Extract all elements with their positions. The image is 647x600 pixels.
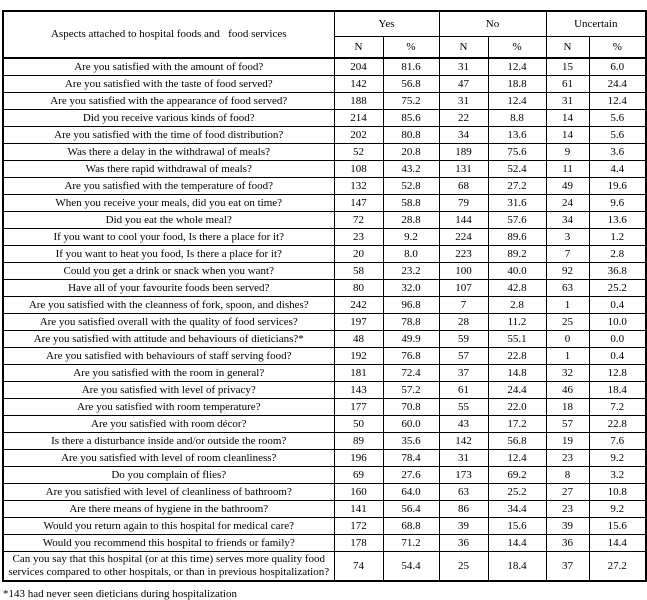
question-cell: Would you recommend this hospital to friends or family? <box>3 535 334 552</box>
yes-pct-cell: 23.2 <box>383 263 439 280</box>
uncertain-pct-cell: 0.4 <box>589 348 646 365</box>
uncertain-n-cell: 23 <box>546 450 589 467</box>
table-row <box>3 552 646 582</box>
yes-n-cell: 202 <box>334 127 383 144</box>
uncertain-n-cell: 14 <box>546 127 589 144</box>
question-cell: Did you receive various kinds of food? <box>3 110 334 127</box>
aspects-column-header: Aspects attached to hospital foods and food services <box>3 11 334 58</box>
no-n-cell: 61 <box>439 382 488 399</box>
no-n-cell: 47 <box>439 76 488 93</box>
no-pct-header: % <box>488 37 546 59</box>
yes-pct-cell: 49.9 <box>383 331 439 348</box>
no-pct-cell: 42.8 <box>488 280 546 297</box>
yes-n-cell: 74 <box>334 552 383 582</box>
uncertain-n-cell: 46 <box>546 382 589 399</box>
no-pct-cell: 89.6 <box>488 229 546 246</box>
no-pct-cell: 18.4 <box>488 552 546 582</box>
uncertain-pct-cell: 12.4 <box>589 93 646 110</box>
uncertain-n-cell: 14 <box>546 110 589 127</box>
question-cell: Are you satisfied with the temperature of food? <box>3 178 334 195</box>
no-n-cell: 31 <box>439 58 488 76</box>
uncertain-pct-cell: 10.0 <box>589 314 646 331</box>
uncertain-pct-cell: 9.2 <box>589 501 646 518</box>
question-cell: Are you satisfied with level of privacy? <box>3 382 334 399</box>
no-n-cell: 22 <box>439 110 488 127</box>
no-pct-cell: 25.2 <box>488 484 546 501</box>
no-n-cell: 59 <box>439 331 488 348</box>
no-n-cell: 189 <box>439 144 488 161</box>
table-row <box>3 416 646 433</box>
no-group-header: No <box>439 11 546 37</box>
uncertain-n-cell: 25 <box>546 314 589 331</box>
no-n-cell: 144 <box>439 212 488 229</box>
question-cell: Are you satisfied with the amount of food? <box>3 58 334 76</box>
no-n-cell: 34 <box>439 127 488 144</box>
no-pct-cell: 8.8 <box>488 110 546 127</box>
no-n-cell: 79 <box>439 195 488 212</box>
uncertain-pct-cell: 36.8 <box>589 263 646 280</box>
table-row <box>3 212 646 229</box>
yes-pct-cell: 52.8 <box>383 178 439 195</box>
no-n-cell: 131 <box>439 161 488 178</box>
yes-n-cell: 160 <box>334 484 383 501</box>
question-cell: Are you satisfied with level of cleanliness of bathroom? <box>3 484 334 501</box>
question-cell: Are you satisfied with behaviours of staff serving food? <box>3 348 334 365</box>
uncertain-pct-cell: 4.4 <box>589 161 646 178</box>
uncertain-pct-cell: 7.2 <box>589 399 646 416</box>
yes-n-cell: 141 <box>334 501 383 518</box>
table-row <box>3 535 646 552</box>
no-pct-cell: 34.4 <box>488 501 546 518</box>
no-n-cell: 55 <box>439 399 488 416</box>
uncertain-pct-cell: 6.0 <box>589 58 646 76</box>
uncertain-pct-cell: 5.6 <box>589 110 646 127</box>
table-row <box>3 178 646 195</box>
no-n-cell: 63 <box>439 484 488 501</box>
no-n-cell: 173 <box>439 467 488 484</box>
yes-pct-cell: 71.2 <box>383 535 439 552</box>
no-n-cell: 7 <box>439 297 488 314</box>
uncertain-pct-cell: 12.8 <box>589 365 646 382</box>
table-row <box>3 93 646 110</box>
table-footnote: *143 had never seen dieticians during hospitalization <box>3 588 237 600</box>
yes-pct-cell: 78.4 <box>383 450 439 467</box>
question-cell: Are you satisfied with the cleanness of fork, spoon, and dishes? <box>3 297 334 314</box>
uncertain-n-cell: 63 <box>546 280 589 297</box>
uncertain-pct-cell: 9.2 <box>589 450 646 467</box>
yes-n-cell: 58 <box>334 263 383 280</box>
table-row <box>3 399 646 416</box>
table-row <box>3 484 646 501</box>
yes-n-cell: 214 <box>334 110 383 127</box>
no-pct-cell: 2.8 <box>488 297 546 314</box>
yes-pct-cell: 43.2 <box>383 161 439 178</box>
no-n-cell: 223 <box>439 246 488 263</box>
question-cell: Was there rapid withdrawal of meals? <box>3 161 334 178</box>
table-header <box>3 11 646 58</box>
uncertain-pct-cell: 22.8 <box>589 416 646 433</box>
yes-pct-cell: 56.4 <box>383 501 439 518</box>
yes-pct-cell: 58.8 <box>383 195 439 212</box>
no-pct-cell: 57.6 <box>488 212 546 229</box>
uncertain-n-cell: 39 <box>546 518 589 535</box>
yes-n-cell: 80 <box>334 280 383 297</box>
table-row <box>3 518 646 535</box>
no-pct-cell: 55.1 <box>488 331 546 348</box>
table-body <box>3 58 646 581</box>
yes-n-cell: 177 <box>334 399 383 416</box>
table-row <box>3 382 646 399</box>
yes-pct-cell: 72.4 <box>383 365 439 382</box>
table-row <box>3 467 646 484</box>
uncertain-pct-cell: 3.2 <box>589 467 646 484</box>
no-pct-cell: 18.8 <box>488 76 546 93</box>
question-cell: Did you eat the whole meal? <box>3 212 334 229</box>
yes-n-cell: 147 <box>334 195 383 212</box>
no-pct-cell: 13.6 <box>488 127 546 144</box>
uncertain-pct-cell: 10.8 <box>589 484 646 501</box>
yes-pct-cell: 76.8 <box>383 348 439 365</box>
yes-n-cell: 204 <box>334 58 383 76</box>
no-pct-cell: 15.6 <box>488 518 546 535</box>
no-pct-cell: 56.8 <box>488 433 546 450</box>
uncertain-n-header: N <box>546 37 589 59</box>
uncertain-pct-cell: 15.6 <box>589 518 646 535</box>
results-table <box>2 10 647 582</box>
yes-n-cell: 172 <box>334 518 383 535</box>
table-row <box>3 348 646 365</box>
uncertain-pct-cell: 25.2 <box>589 280 646 297</box>
no-pct-cell: 12.4 <box>488 93 546 110</box>
question-cell: Are there means of hygiene in the bathroom? <box>3 501 334 518</box>
no-n-header: N <box>439 37 488 59</box>
table-row <box>3 127 646 144</box>
no-pct-cell: 24.4 <box>488 382 546 399</box>
question-cell: Are you satisfied with room décor? <box>3 416 334 433</box>
table-row <box>3 280 646 297</box>
uncertain-pct-cell: 0.0 <box>589 331 646 348</box>
uncertain-pct-cell: 13.6 <box>589 212 646 229</box>
table-row <box>3 110 646 127</box>
question-cell: Are you satisfied with attitude and behaviours of dieticians?* <box>3 331 334 348</box>
yes-pct-cell: 27.6 <box>383 467 439 484</box>
question-cell: Would you return again to this hospital for medical care? <box>3 518 334 535</box>
yes-pct-cell: 8.0 <box>383 246 439 263</box>
no-n-cell: 100 <box>439 263 488 280</box>
table-row <box>3 297 646 314</box>
yes-pct-header: % <box>383 37 439 59</box>
no-pct-cell: 12.4 <box>488 58 546 76</box>
table-row <box>3 433 646 450</box>
no-n-cell: 39 <box>439 518 488 535</box>
yes-n-cell: 89 <box>334 433 383 450</box>
question-cell: Is there a disturbance inside and/or outside the room? <box>3 433 334 450</box>
uncertain-pct-cell: 24.4 <box>589 76 646 93</box>
no-pct-cell: 17.2 <box>488 416 546 433</box>
table-row <box>3 76 646 93</box>
table-row <box>3 229 646 246</box>
question-cell: When you receive your meals, did you eat on time? <box>3 195 334 212</box>
uncertain-n-cell: 1 <box>546 348 589 365</box>
no-pct-cell: 14.4 <box>488 535 546 552</box>
table-row <box>3 144 646 161</box>
uncertain-pct-cell: 7.6 <box>589 433 646 450</box>
question-cell: Have all of your favourite foods been served? <box>3 280 334 297</box>
no-n-cell: 31 <box>439 450 488 467</box>
uncertain-pct-cell: 2.8 <box>589 246 646 263</box>
uncertain-n-cell: 23 <box>546 501 589 518</box>
uncertain-pct-cell: 1.2 <box>589 229 646 246</box>
no-n-cell: 142 <box>439 433 488 450</box>
yes-pct-cell: 68.8 <box>383 518 439 535</box>
table-row <box>3 58 646 76</box>
yes-pct-cell: 60.0 <box>383 416 439 433</box>
yes-n-cell: 143 <box>334 382 383 399</box>
no-n-cell: 36 <box>439 535 488 552</box>
uncertain-n-cell: 8 <box>546 467 589 484</box>
table-row <box>3 331 646 348</box>
table-row <box>3 365 646 382</box>
uncertain-n-cell: 37 <box>546 552 589 582</box>
question-cell: Are you satisfied with the room in general? <box>3 365 334 382</box>
table-row <box>3 246 646 263</box>
uncertain-n-cell: 9 <box>546 144 589 161</box>
uncertain-pct-cell: 27.2 <box>589 552 646 582</box>
uncertain-group-header: Uncertain <box>546 11 646 37</box>
question-cell: Are you satisfied overall with the quality of food services? <box>3 314 334 331</box>
no-pct-cell: 31.6 <box>488 195 546 212</box>
uncertain-n-cell: 34 <box>546 212 589 229</box>
uncertain-n-cell: 36 <box>546 535 589 552</box>
no-pct-cell: 69.2 <box>488 467 546 484</box>
uncertain-pct-cell: 3.6 <box>589 144 646 161</box>
question-cell: Are you satisfied with the time of food distribution? <box>3 127 334 144</box>
yes-group-header: Yes <box>334 11 439 37</box>
yes-pct-cell: 78.8 <box>383 314 439 331</box>
question-cell: Do you complain of flies? <box>3 467 334 484</box>
uncertain-n-cell: 0 <box>546 331 589 348</box>
table-row <box>3 195 646 212</box>
no-pct-cell: 22.0 <box>488 399 546 416</box>
yes-n-cell: 178 <box>334 535 383 552</box>
yes-pct-cell: 56.8 <box>383 76 439 93</box>
no-n-cell: 28 <box>439 314 488 331</box>
uncertain-n-cell: 15 <box>546 58 589 76</box>
question-cell: Are you satisfied with the appearance of food served? <box>3 93 334 110</box>
table-row <box>3 450 646 467</box>
no-pct-cell: 75.6 <box>488 144 546 161</box>
no-pct-cell: 40.0 <box>488 263 546 280</box>
yes-pct-cell: 96.8 <box>383 297 439 314</box>
uncertain-pct-cell: 9.6 <box>589 195 646 212</box>
no-n-cell: 86 <box>439 501 488 518</box>
yes-n-cell: 181 <box>334 365 383 382</box>
no-n-cell: 31 <box>439 93 488 110</box>
no-n-cell: 37 <box>439 365 488 382</box>
no-pct-cell: 11.2 <box>488 314 546 331</box>
uncertain-pct-header: % <box>589 37 646 59</box>
question-cell: If you want to heat you food, Is there a place for it? <box>3 246 334 263</box>
yes-n-cell: 142 <box>334 76 383 93</box>
question-cell: Can you say that this hospital (or at this time) serves more quality food services compared to other hospitals, or than in previous hospitalization? <box>3 552 334 582</box>
yes-pct-cell: 20.8 <box>383 144 439 161</box>
uncertain-n-cell: 49 <box>546 178 589 195</box>
yes-pct-cell: 28.8 <box>383 212 439 229</box>
yes-n-cell: 132 <box>334 178 383 195</box>
table-row <box>3 501 646 518</box>
yes-pct-cell: 54.4 <box>383 552 439 582</box>
question-cell: Are you satisfied with the taste of food served? <box>3 76 334 93</box>
question-cell: Are you satisfied with level of room cleanliness? <box>3 450 334 467</box>
no-n-cell: 57 <box>439 348 488 365</box>
yes-n-cell: 108 <box>334 161 383 178</box>
yes-n-header: N <box>334 37 383 59</box>
question-cell: Are you satisfied with room temperature? <box>3 399 334 416</box>
yes-pct-cell: 57.2 <box>383 382 439 399</box>
uncertain-n-cell: 92 <box>546 263 589 280</box>
yes-pct-cell: 35.6 <box>383 433 439 450</box>
no-n-cell: 43 <box>439 416 488 433</box>
yes-pct-cell: 70.8 <box>383 399 439 416</box>
no-n-cell: 25 <box>439 552 488 582</box>
table-row <box>3 161 646 178</box>
no-pct-cell: 89.2 <box>488 246 546 263</box>
yes-n-cell: 72 <box>334 212 383 229</box>
uncertain-n-cell: 61 <box>546 76 589 93</box>
no-pct-cell: 52.4 <box>488 161 546 178</box>
yes-n-cell: 69 <box>334 467 383 484</box>
uncertain-n-cell: 27 <box>546 484 589 501</box>
question-cell: Was there a delay in the withdrawal of meals? <box>3 144 334 161</box>
yes-n-cell: 242 <box>334 297 383 314</box>
yes-n-cell: 192 <box>334 348 383 365</box>
table-row <box>3 314 646 331</box>
yes-n-cell: 50 <box>334 416 383 433</box>
yes-n-cell: 196 <box>334 450 383 467</box>
uncertain-n-cell: 24 <box>546 195 589 212</box>
uncertain-n-cell: 1 <box>546 297 589 314</box>
yes-pct-cell: 75.2 <box>383 93 439 110</box>
yes-n-cell: 197 <box>334 314 383 331</box>
yes-pct-cell: 9.2 <box>383 229 439 246</box>
no-n-cell: 68 <box>439 178 488 195</box>
uncertain-n-cell: 7 <box>546 246 589 263</box>
no-n-cell: 224 <box>439 229 488 246</box>
uncertain-n-cell: 18 <box>546 399 589 416</box>
question-cell: Could you get a drink or snack when you want? <box>3 263 334 280</box>
uncertain-pct-cell: 19.6 <box>589 178 646 195</box>
no-pct-cell: 12.4 <box>488 450 546 467</box>
no-pct-cell: 14.8 <box>488 365 546 382</box>
uncertain-n-cell: 3 <box>546 229 589 246</box>
no-pct-cell: 22.8 <box>488 348 546 365</box>
table-row <box>3 263 646 280</box>
uncertain-n-cell: 57 <box>546 416 589 433</box>
yes-n-cell: 48 <box>334 331 383 348</box>
yes-pct-cell: 32.0 <box>383 280 439 297</box>
no-n-cell: 107 <box>439 280 488 297</box>
yes-n-cell: 23 <box>334 229 383 246</box>
uncertain-n-cell: 11 <box>546 161 589 178</box>
yes-pct-cell: 80.8 <box>383 127 439 144</box>
yes-pct-cell: 85.6 <box>383 110 439 127</box>
uncertain-n-cell: 31 <box>546 93 589 110</box>
uncertain-n-cell: 19 <box>546 433 589 450</box>
uncertain-pct-cell: 14.4 <box>589 535 646 552</box>
uncertain-pct-cell: 5.6 <box>589 127 646 144</box>
no-pct-cell: 27.2 <box>488 178 546 195</box>
uncertain-n-cell: 32 <box>546 365 589 382</box>
uncertain-pct-cell: 0.4 <box>589 297 646 314</box>
yes-n-cell: 52 <box>334 144 383 161</box>
question-cell: If you want to cool your food, Is there a place for it? <box>3 229 334 246</box>
yes-n-cell: 20 <box>334 246 383 263</box>
yes-pct-cell: 81.6 <box>383 58 439 76</box>
uncertain-pct-cell: 18.4 <box>589 382 646 399</box>
yes-n-cell: 188 <box>334 93 383 110</box>
yes-pct-cell: 64.0 <box>383 484 439 501</box>
